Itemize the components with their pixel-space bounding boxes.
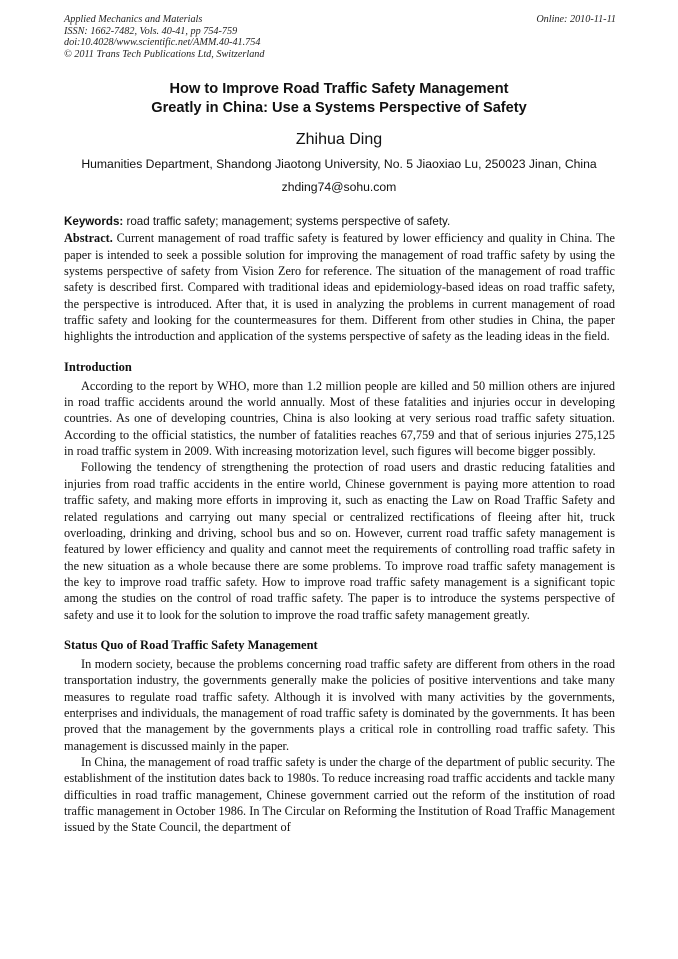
- introduction-paragraph-1: According to the report by WHO, more than 1.2 million people are killed and 50 million others are injured in road traffic accidents around the world annually. Most of these fatalities and injuries occur in developing countries. As one of developing countries, China is also looking at very serious road traffic safety situation. According to the official statistics, the number of fatalities reaches 67,759 and that of serious injuries 275,125 in road traffic system in 2009. With increasing motorization level, such figures will become bigger possibly.: [64, 378, 615, 459]
- journal-copyright: © 2011 Trans Tech Publications Ltd, Switzerland: [64, 48, 265, 60]
- paper-title: [64, 80, 614, 118]
- journal-doi: doi:10.4028/www.scientific.net/AMM.40-41.754: [64, 37, 261, 49]
- journal-issn: ISSN: 1662-7482, Vols. 40-41, pp 754-759: [64, 25, 238, 37]
- section-heading-introduction: Introduction: [64, 359, 132, 374]
- journal-header: [64, 14, 616, 60]
- abstract: [64, 230, 615, 344]
- section-heading-status-quo: Status Quo of Road Traffic Safety Management: [64, 637, 318, 652]
- keywords: [64, 214, 615, 230]
- introduction-paragraph-2: Following the tendency of strengthening the protection of road users and drastic reducing fatalities and injuries from road traffic accidents in the entire world, Chinese government is paying more attention to road traffic safety, and making more efforts in improving it, such as enacting the Law on Road Traffic Safety and related regulations and carrying out many special or centralized rectifications of fleeing after hit, truck overloading, drinking and driving, school bus and so on. However, current road traffic safety management is featured by lower efficiency and quality and cannot meet the requirements of controlling road traffic safety in the new situation as a whole because there are some problems. To improve road traffic safety management is the key to improve road traffic safety. How to improve road traffic safety management is a significant topic among the studies on the control of road traffic safety. The paper is to introduce the systems perspective of safety and use it to look for the solution to improve the road traffic safety management greatly.: [64, 460, 615, 622]
- paper-title-line2: Greatly in China: Use a Systems Perspective of Safety: [151, 100, 527, 116]
- author-name: Zhihua Ding: [295, 131, 383, 148]
- online-date: Online: 2010-11-11: [536, 14, 616, 25]
- abstract-label: Abstract.: [64, 231, 113, 246]
- author-affiliation: Humanities Department, Shandong Jiaotong University, No. 5 Jiaoxiao Lu, 250023 Jinan, China: [81, 157, 597, 171]
- journal-name: Applied Mechanics and Materials: [64, 14, 203, 25]
- paper-title-line1: How to Improve Road Traffic Safety Management: [169, 81, 509, 97]
- abstract-text: Current management of road traffic safety is featured by lower efficiency and quality in China. The paper is intended to seek a possible solution for improving the management of road traffic safety by using the systems perspective of safety from Vision Zero for reference. The situation of the management of road traffic safety is described first. Compared with traditional ideas and epidemiology-based ideas on road traffic safety, the perspective is introduced. After that, it is used in analyzing the problems in current management of road traffic safety and looking for the countermeasures for them. Different from other studies in China, the paper highlights the introduction and application of the systems perspective of safety as the leading ideas in the field.: [64, 231, 615, 344]
- keywords-text: road traffic safety; management; systems perspective of safety.: [123, 215, 451, 228]
- journal-info: [64, 14, 616, 60]
- status-quo-paragraph-2: In China, the management of road traffic safety is under the charge of the department of public security. The establishment of the institution dates back to 1980s. To reduce increasing road traffic accidents and tackle many difficulties in road traffic management, Chinese government carried out the reform of the institution of road traffic management in October 1986. In The Circular on Reforming the Institution of Road Traffic Management issued by the State Council, the department of: [64, 754, 615, 835]
- keywords-label: Keywords:: [64, 215, 124, 228]
- status-quo-paragraph-1: In modern society, because the problems concerning road traffic safety are different from others in the road transportation industry, the governments generally make the policies of positive interventions and take many measures to regulate road traffic safety. Although it is involved with many activities by the governments, enterprises and individuals, the management of road traffic safety is dominated by the governments. It has been proved that the management by the governments plays a critical role in controlling road traffic safety. This management is discussed mainly in the paper.: [64, 656, 615, 753]
- paper-body: [64, 214, 615, 836]
- author-email: zhding74@sohu.com: [281, 180, 397, 194]
